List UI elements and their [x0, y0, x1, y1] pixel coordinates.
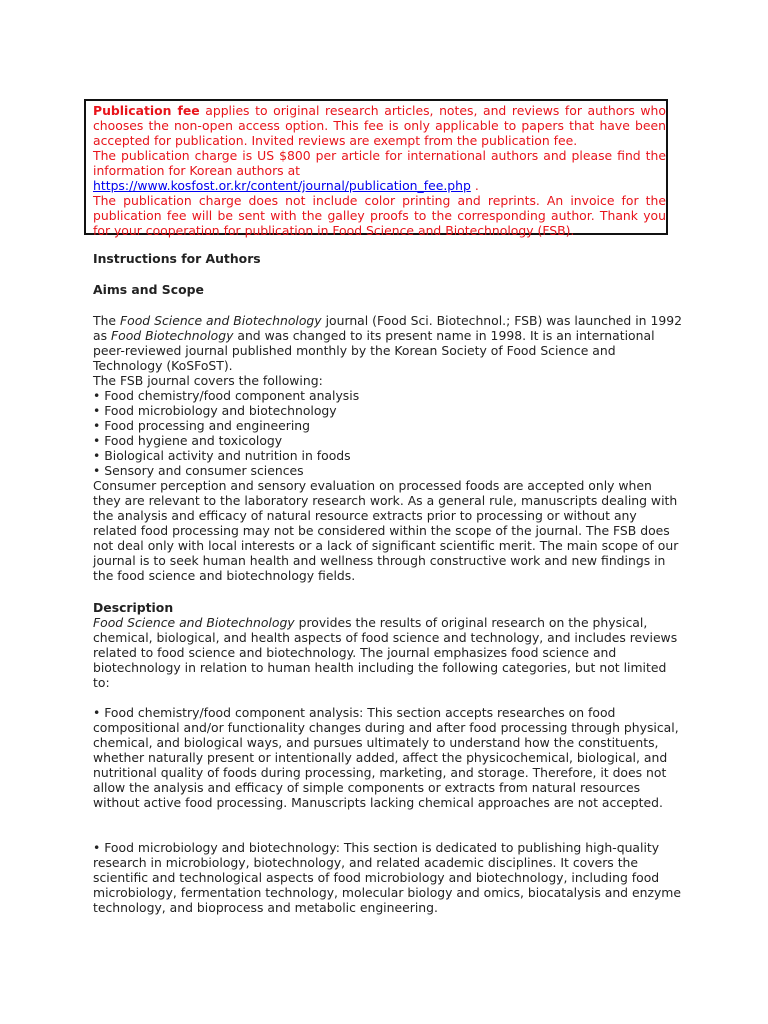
- journal-name-italic: Food Science and Biotechnology: [93, 615, 295, 630]
- aims-scope-title: Aims and Scope: [93, 282, 204, 297]
- fee-paragraph-3: The publication charge does not include color printing and reprints. An invoice for the publication fee will be sent with the galley proofs to the corresponding author. Thank you for your cooperation for publication in Food Science and Biotechnology (FSB).: [93, 193, 666, 238]
- instructions-title: Instructions for Authors: [93, 251, 261, 266]
- coverage-list: [93, 388, 683, 478]
- aims-p1-c: and was changed to its present name in 1998. It is an international peer-reviewed journal published monthly by the Korean Society of Food Science and Technology (KoSFoST).: [93, 328, 655, 373]
- description-title: Description: [93, 600, 174, 615]
- list-item: • Sensory and consumer sciences: [93, 463, 683, 478]
- fee-paragraph-1-text: applies to original research articles, notes, and reviews for authors who chooses the non-open access option. This fee is only applicable to papers that have been accepted for publication. Invited reviews are exempt from the publication fee.: [93, 103, 666, 148]
- fee-link-suffix: .: [470, 178, 479, 193]
- fee-paragraph-1: [93, 103, 666, 148]
- description-p1-text: provides the results of original research on the physical, chemical, biological, and health aspects of food science and technology, and includes reviews related to food science and biotechnology. The journal emphasizes food science and biotechnology in relation to human health including the following categories, but not limited to:: [93, 615, 678, 690]
- list-item: • Biological activity and nutrition in foods: [93, 448, 683, 463]
- description-item-1-text: • Food chemistry/food component analysis: This section accepts researches on food compositional and/or functionality changes during and after food processing through physical, chemical, and biological ways, and pursues ultimately to understand how the constituents, whether naturally present or intentionally added, affect the physicochemical, biological, and nutritional quality of foods during processing, marketing, and storage. Therefore, it does not allow the analysis and efficacy of simple components or extracts from natural resources without active food processing. Manuscripts lacking chemical approaches are not accepted.: [93, 705, 679, 810]
- fee-paragraph-2: [93, 148, 666, 193]
- description-item-1: [93, 705, 683, 810]
- fee-lead: Publication fee: [93, 103, 200, 118]
- aims-p1-a: The: [93, 313, 120, 328]
- list-item: • Food hygiene and toxicology: [93, 433, 683, 448]
- aims-paragraph-1: [93, 313, 683, 373]
- publication-fee-link[interactable]: https://www.kosfost.or.kr/content/journal/publication_fee.php: [93, 178, 471, 193]
- aims-scope-body: [93, 313, 683, 583]
- aims-paragraph-2: The FSB journal covers the following:: [93, 373, 323, 388]
- publication-fee-notice: [84, 99, 668, 238]
- description-body: [93, 615, 683, 690]
- list-item: • Food microbiology and biotechnology: [93, 403, 683, 418]
- journal-name-italic: Food Science and Biotechnology: [119, 313, 322, 328]
- aims-p1-b: journal (Food Sci. Biotechnol.; FSB) was launched in 1992 as: [93, 313, 682, 343]
- fee-paragraph-2-text: The publication charge is US $800 per article for international authors and please find the information for Korean authors at: [93, 148, 666, 178]
- former-name-italic: Food Biotechnology: [111, 328, 234, 343]
- description-item-2-text: • Food microbiology and biotechnology: This section is dedicated to publishing high-quality research in microbiology, biotechnology, and related academic disciplines. It covers the scientific and technological aspects of food microbiology and biotechnology, including food microbiology, fermentation technology, molecular biology and omics, biocatalysis and enzyme technology, and bioprocess and metabolic engineering.: [93, 840, 681, 915]
- list-item: • Food processing and engineering: [93, 418, 683, 433]
- aims-paragraph-3: Consumer perception and sensory evaluation on processed foods are accepted only when they are relevant to the laboratory research work. As a general rule, manuscripts dealing with the analysis and efficacy of natural resource extracts prior to processing or without any related food processing may not be considered within the scope of the journal. The FSB does not deal only with local interests or a lack of significant scientific merit. The main scope of our journal is to seek human health and wellness through constructive work and new findings in the food science and biotechnology fields.: [93, 478, 679, 583]
- description-item-2: [93, 840, 683, 915]
- list-item: • Food chemistry/food component analysis: [93, 388, 683, 403]
- description-paragraph-1: [93, 615, 683, 690]
